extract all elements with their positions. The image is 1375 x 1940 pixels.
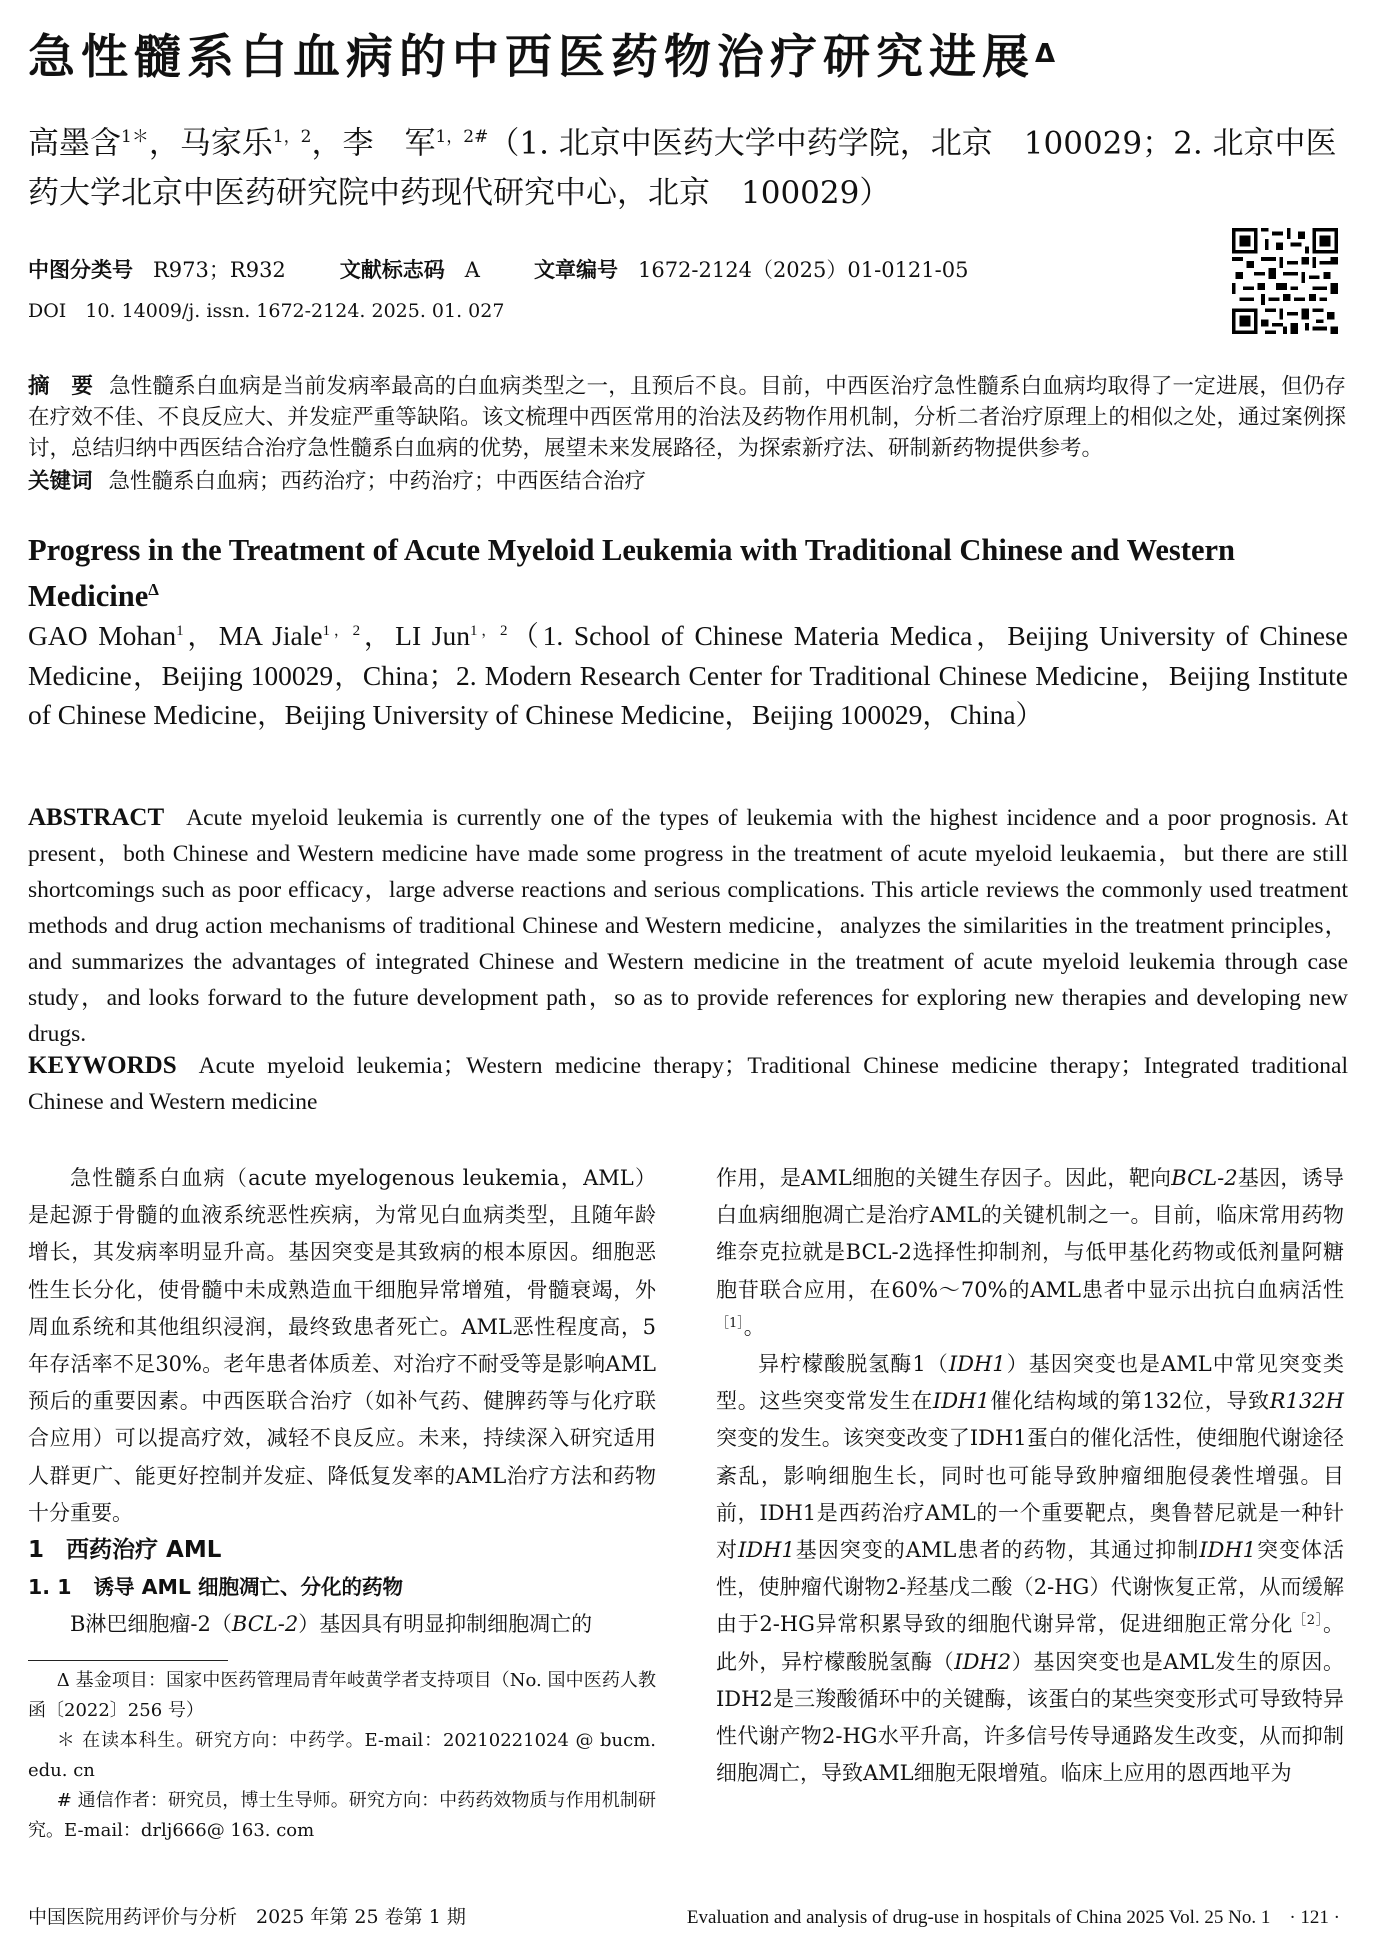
title-fund-mark: Δ [1035,39,1056,69]
r-text-1b: 基因，诱导白血病细胞凋亡是治疗AML的关键机制之一。目前，临床常用药物维奈克拉就是BCL-2选择性抑制剂，与低甲基化药物或低剂量阿糖胞苷联合应用，在60%～70%的AML患者中显示出抗白血病活性 [716,1166,1344,1302]
keywords-cn-label: 关键词 [28,469,93,494]
qr-code-icon [1232,228,1338,334]
bcl2-text-a: B淋巴细胞瘤-2（ [70,1612,232,1637]
doc-code-value: A [464,258,480,282]
meta-line [28,254,1208,284]
section-1-title: 西药治疗 AML [66,1537,222,1564]
author-1-cn: 高墨含 [28,125,121,162]
author-3-en: ，LI Jun [360,620,470,652]
author-3-en-sup: 1，2 [469,623,508,639]
authors-cn [28,112,1348,218]
gene-idh2: IDH2 [954,1649,1012,1674]
title-en-fund-mark: Δ [148,580,159,599]
r-text-2a: 异柠檬酸脱氢酶1（ [758,1352,949,1377]
author-2-en: ，MA Jiale [183,620,323,652]
author-1-en-sup: 1 [176,623,184,639]
authors-en [28,612,1348,735]
keywords-cn [28,466,1346,497]
subsection-1-1-number: 1. 1 [28,1575,72,1600]
article-title-cn [28,28,1348,88]
footnote-fund: Δ 基金项目：国家中医药管理局青年岐黄学者支持项目（No. 国中医药人教函〔2022〕256 号） [28,1670,656,1721]
journal-footer-en: Evaluation and analysis of drug-use in hospitals of China 2025 Vol. 25 No. 1 · 121 · [686,1907,1340,1928]
author-2-cn: ，马家乐 [148,125,273,162]
citation-1[interactable]: ［1］ [716,1315,744,1331]
abstract-cn [28,371,1346,464]
footnote-rule [28,1660,228,1661]
article-title-en [28,530,1348,616]
author-3-sup: 1，2# [435,127,489,147]
author-3-cn: ，李 军 [311,125,436,162]
subsection-1-1-title: 诱导 AML 细胞凋亡、分化的药物 [93,1575,404,1600]
footnotes [28,1666,656,1846]
author-1-sup: 1＊ [121,127,149,147]
keywords-en-label: KEYWORDS [28,1052,177,1079]
gene-idh1: IDH1 [948,1352,1006,1377]
clc-label: 中图分类号 [28,258,133,282]
abstract-cn-label: 摘 要 [28,374,94,399]
article-no-value: 1672-2124（2025）01-0121-05 [637,258,969,282]
title-en-text: Progress in the Treatment of Acute Myeloid Leukemia with Traditional Chinese and Western Medicine [28,533,1235,614]
intro-paragraph: 急性髓系白血病（acute myelogenous leukemia，AML）是起源于骨髓的血液系统恶性疾病，为常见白血病类型，且随年龄增长，其发病率明显升高。基因突变是其致病的根本原因。细胞恶性生长分化，使骨髓中未成熟造血干细胞异常增殖，骨髓衰竭，外周血系统和其他组织浸润，最终致患者死亡。AML恶性程度高，5年存活率不足30%。老年患者体质差、对治疗不耐受等是影响AML预后的重要因素。中西医联合治疗（如补气药、健脾药等与化疗联合应用）可以提高疗效，减轻不良反应。未来，持续深入研究适用人群更广、能更好控制并发症、降低复发率的AML治疗方法和药物十分重要。 [28,1166,656,1525]
r-text-2b: ）基因突变也是AML中常见突变类型。这些突变常发生在 [716,1352,1344,1414]
abstract-en-text: Acute myeloid leukemia is currently one of the types of leukemia with the highest incidence and a poor prognosis. At present，both Chinese and Western medicine have made some progress in the treatment of acute myeloid leukaemia，but there are still shortcomings such as poor efficacy，large adverse reactions and serious complications. This article reviews the commonly used treatment methods and drug action mechanisms of traditional Chinese and Western medicine，analyzes the similarities in the treatment principles，and summarizes the advantages of integrated Chinese and Western medicine in the treatment of acute myeloid leukemia through case study，and looks forward to the future development path，so as to provide references for exploring new therapies and developing new drugs. [28,805,1348,1047]
abstract-en [28,800,1348,1052]
gene-bcl2-r: BCL-2 [1171,1166,1238,1190]
r-text-2f: 突变体活性，使肿瘤代谢物2-羟基戊二酸（2-HG）代谢恢复正常，从而缓解由于2-HG异常积累导致的细胞代谢异常，促进细胞正常分化 [716,1538,1345,1637]
doi: DOI 10. 14009/j. issn. 1672-2124. 2025. 01. 027 [28,300,505,322]
r-text-1a: 作用，是AML细胞的关键生存因子。因此，靶向 [716,1166,1172,1190]
gene-idh1: IDH1 [1199,1538,1257,1563]
keywords-cn-text: 急性髓系白血病；西药治疗；中药治疗；中西医结合治疗 [108,469,647,494]
title-cn-text: 急性髓系白血病的中西医药物治疗研究进展 [28,30,1035,85]
abstract-cn-text: 急性髓系白血病是当前发病率最高的白血病类型之一，且预后不良。目前，中西医治疗急性髓系白血病均取得了一定进展，但仍存在疗效不佳、不良反应大、并发症严重等缺陷。该文梳理中西医常用的治法及药物作用机制，分析二者治疗原理上的相似之处，通过案例探讨，总结归纳中西医结合治疗急性髓系白血病的优势，展望未来发展路径，为探索新疗法、研制新药物提供参考。 [28,374,1346,461]
clc-value: R973；R932 [153,258,286,282]
bcl2-paragraph [28,1606,656,1643]
affiliation-cn: （1. 北京中医药大学中药学院，北京 100029；2. 北京中医药大学北京中医药研究院中药现代研究中心，北京 100029） [28,125,1337,212]
r-text-2d: 突变的发生。该突变改变了IDH1蛋白的催化活性，使细胞代谢途径紊乱，影响细胞生长，同时也可能导致肿瘤细胞侵袭性增强。目前，IDH1是西药治疗AML的一个重要靶点，奥鲁替尼就是一种针对 [716,1426,1344,1563]
footnote-correspondence: # 通信作者：研究员，博士生导师。研究方向：中药药效物质与作用机制研究。E-mail：drlj666@ 163. com [28,1790,656,1841]
r-text-2e: 基因突变的AML患者的药物，其通过抑制 [794,1538,1200,1563]
section-heading-1 [28,1532,656,1569]
gene-idh1: IDH1 [738,1538,795,1563]
body-left-column [28,1160,656,1644]
author-2-en-sup: 1，2 [322,623,361,639]
idh-paragraph [716,1346,1344,1792]
article-no-label: 文章编号 [533,258,618,282]
r-text-2g: 。此外，异柠檬酸脱氢酶（ [716,1612,1344,1674]
doc-code-label: 文献标志码 [339,258,445,282]
r-text-2c: 催化结构域的第132位，导致 [989,1389,1270,1414]
bcl2-continuation [716,1160,1344,1346]
keywords-en-text: Acute myeloid leukemia；Western medicine therapy；Traditional Chinese medicine therapy；Integrated traditional Chinese and Western medicine [28,1053,1348,1115]
footnote-author: ＊ 在读本科生。研究方向：中药学。E-mail：20210221024 @ bucm. edu. cn [28,1730,656,1781]
r-text-2h: ）基因突变也是AML发生的原因。IDH2是三羧酸循环中的关键酶，该蛋白的某些突变形式可导致特异性代谢产物2-HG水平升高，许多信号传导通路发生改变，从而抑制细胞凋亡，导致AML细胞无限增殖。临床上应用的恩西地平为 [716,1649,1344,1786]
mutation-r132h: R132H [1269,1389,1344,1414]
section-1-number: 1 [28,1537,45,1564]
author-1-en: GAO Mohan [28,620,177,652]
gene-bcl2: BCL-2 [231,1612,299,1637]
bcl2-text-b: ）基因具有明显抑制细胞凋亡的 [298,1612,593,1637]
subsection-heading-1-1 [28,1569,656,1606]
r-text-1c: 。 [743,1314,765,1339]
abstract-en-label: ABSTRACT [28,804,165,831]
body-right-column [716,1160,1344,1792]
journal-footer-cn: 中国医院用药评价与分析 2025 年第 25 卷第 1 期 [28,1906,466,1928]
keywords-en [28,1048,1348,1120]
gene-idh1: IDH1 [932,1389,990,1414]
author-2-sup: 1，2 [272,127,312,147]
affiliation-en: （1. School of Chinese Materia Medica，Beijing University of Chinese Medicine，Beijing 100029，China；2. Modern Research Center for Traditional Chinese Medicine，Beijing Institute of Chinese Medicine，Beijing University of Chinese Medicine，Beijing 100029，China） [28,620,1348,731]
citation-2[interactable]: ［2］ [1293,1613,1323,1629]
